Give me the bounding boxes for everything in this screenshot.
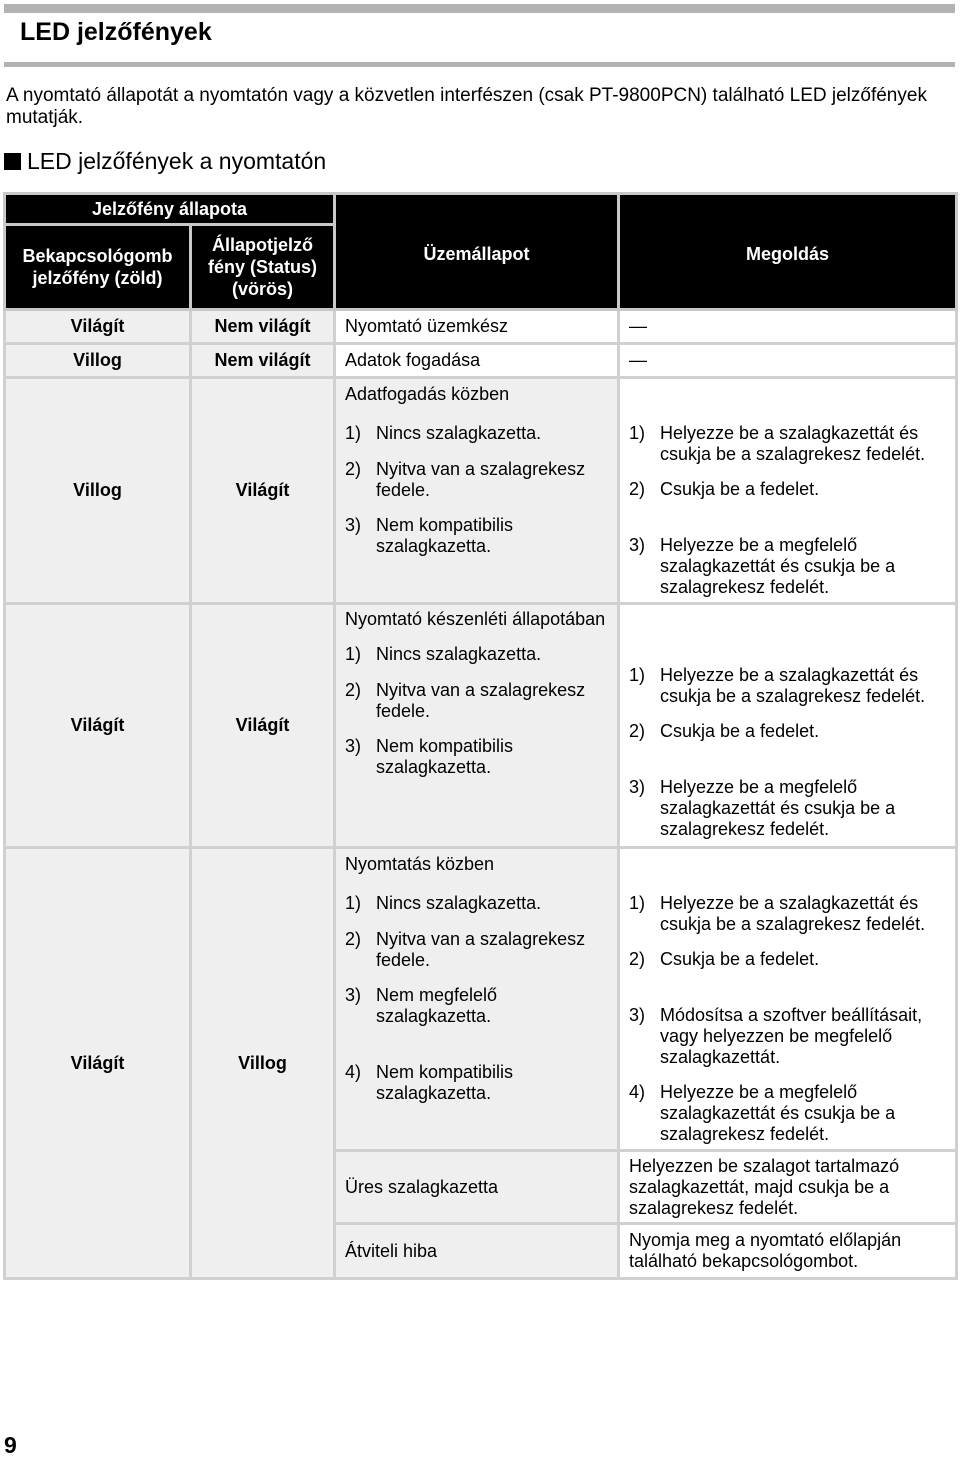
led-table: [3, 192, 958, 1280]
list-item: 2) Csukja be a fedelet.: [629, 479, 820, 499]
solution-cell: —: [619, 344, 957, 378]
table-row: [5, 604, 957, 848]
list-item: 3) Nem kompatibilis szalagkazetta.: [345, 515, 514, 556]
list-item: 1) Helyezze be a szalagkazettát és csukja be a szalagrekesz fedelét.: [629, 423, 926, 464]
power-led-cell: Villog: [5, 378, 191, 604]
section-title: LED jelzőfények a nyomtatón: [27, 148, 327, 174]
header-led-status: Jelzőfény állapota: [5, 194, 335, 225]
title-bar-top: [4, 4, 955, 13]
state-cell: [335, 604, 619, 848]
state-heading: Adatfogadás közben: [345, 384, 510, 404]
power-led-cell: Világít: [5, 310, 191, 344]
list-item: 2) Nyitva van a szalagrekesz fedele.: [345, 459, 586, 500]
table-row: [5, 310, 957, 344]
solution-cell: Helyezzen be szalagot tartalmazó szalagkazettát, majd csukja be a szalagrekesz fedelét.: [619, 1151, 957, 1224]
table-row: [5, 344, 957, 378]
state-cell: Adatok fogadása: [335, 344, 619, 378]
list-item: 1) Helyezze be a szalagkazettát és csukja be a szalagrekesz fedelét.: [629, 893, 926, 934]
state-cell: Üres szalagkazetta: [335, 1151, 619, 1224]
state-cell: Átviteli hiba: [335, 1224, 619, 1279]
list-item: 4) Helyezze be a megfelelő szalagkazettát és csukja be a szalagrekesz fedelét.: [629, 1082, 896, 1144]
list-item: 3) Nem kompatibilis szalagkazetta.: [345, 736, 514, 777]
list-item: 2) Csukja be a fedelet.: [629, 949, 820, 969]
list-item: 1) Nincs szalagkazetta.: [345, 423, 542, 443]
list-item: 2) Csukja be a fedelet.: [629, 721, 820, 741]
status-led-cell: Nem világít: [191, 344, 335, 378]
power-led-cell: Világít: [5, 604, 191, 848]
header-solution: Megoldás: [619, 194, 957, 310]
state-cell: Nyomtató üzemkész: [335, 310, 619, 344]
solution-cell: [619, 378, 957, 604]
list-item: 3) Helyezze be a megfelelő szalagkazettát és csukja be a szalagrekesz fedelét.: [629, 777, 896, 839]
title-bar-bottom: [4, 62, 955, 67]
status-led-cell: Villog: [191, 848, 335, 1279]
power-led-cell: Villog: [5, 344, 191, 378]
solution-cell: —: [619, 310, 957, 344]
list-item: 4) Nem kompatibilis szalagkazetta.: [345, 1062, 514, 1103]
solution-cell: [619, 604, 957, 848]
list-item: 1) Helyezze be a szalagkazettát és csukja be a szalagrekesz fedelét.: [629, 665, 926, 706]
list-item: 2) Nyitva van a szalagrekesz fedele.: [345, 929, 586, 970]
black-square-icon: [4, 153, 21, 170]
list-item: 2) Nyitva van a szalagrekesz fedele.: [345, 680, 586, 721]
solution-cell: Nyomja meg a nyomtató előlapján található bekapcsológombot.: [619, 1224, 957, 1279]
page-number: 9: [4, 1432, 17, 1458]
list-item: 3) Módosítsa a szoftver beállításait, vagy helyezzen be megfelelő szalagkazettát.: [629, 1005, 923, 1067]
state-cell: [335, 378, 619, 604]
header-power-led: Bekapcsológomb jelzőfény (zöld): [5, 225, 191, 310]
state-heading: Nyomtatás közben: [345, 854, 495, 874]
state-cell: [335, 848, 619, 1151]
header-state: Üzemállapot: [335, 194, 619, 310]
table-row: [5, 378, 957, 604]
header-status-led: Állapotjelző fény (Status) (vörös): [191, 225, 335, 310]
status-led-cell: Világít: [191, 378, 335, 604]
page-title: LED jelzőfények: [20, 18, 212, 46]
section-heading: [4, 148, 326, 175]
list-item: 3) Nem megfelelő szalagkazetta.: [345, 985, 498, 1026]
list-item: 1) Nincs szalagkazetta.: [345, 644, 542, 664]
list-item: 1) Nincs szalagkazetta.: [345, 893, 542, 913]
power-led-cell: Világít: [5, 848, 191, 1279]
status-led-cell: Nem világít: [191, 310, 335, 344]
intro-text: A nyomtató állapotát a nyomtatón vagy a közvetlen interfészen (csak PT-9800PCN) található LED jelzőfények mutatják.: [6, 85, 927, 128]
solution-cell: [619, 848, 957, 1151]
status-led-cell: Világít: [191, 604, 335, 848]
title-band: [4, 4, 955, 67]
table-row: [5, 848, 957, 1151]
state-heading: Nyomtató készenléti állapotában: [345, 609, 606, 629]
list-item: 3) Helyezze be a megfelelő szalagkazettát és csukja be a szalagrekesz fedelét.: [629, 535, 896, 597]
